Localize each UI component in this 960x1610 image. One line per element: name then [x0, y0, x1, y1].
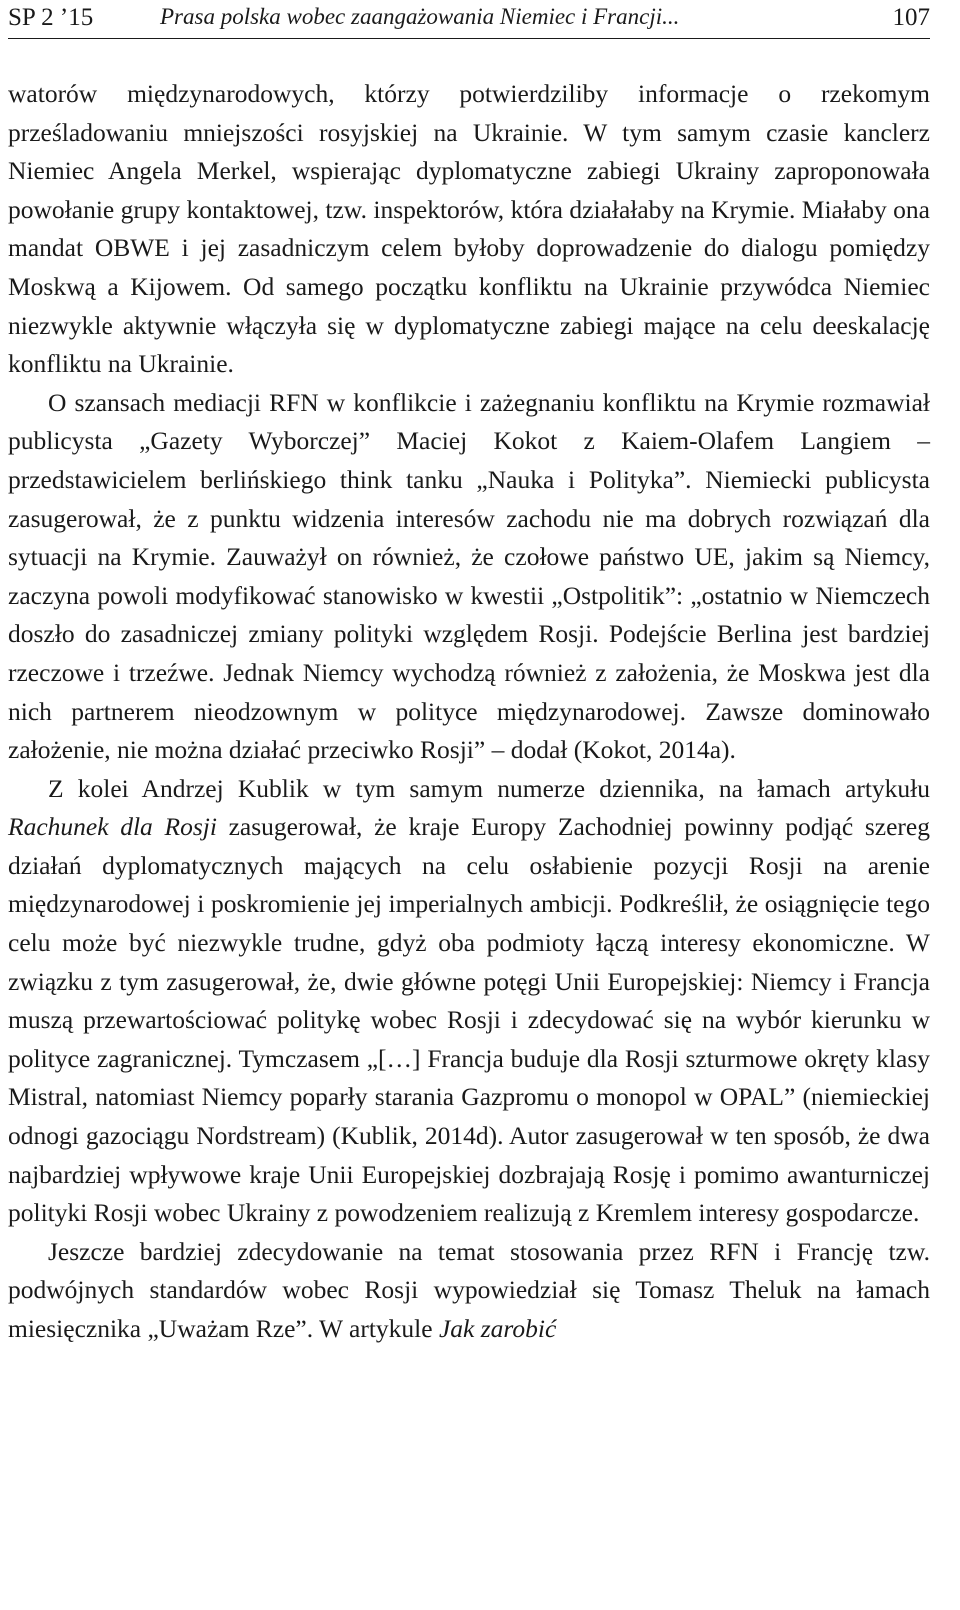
paragraph-text: Z kolei Andrzej Kublik w tym samym numerze dziennika, na łamach artykułu — [48, 773, 930, 803]
document-page — [8, 0, 930, 1349]
article-body — [8, 75, 930, 1349]
page-number: 107 — [892, 4, 930, 31]
running-header — [8, 0, 930, 39]
paragraph — [8, 770, 930, 1233]
paragraph-text: zasugerował, że kraje Europy Zachodniej powinny podjąć szereg działań dyplomatycznych mających na celu osłabienie pozycji Rosji na arenie międzynarodowej i poskromienie jej imperialnych ambicji. Podkreślił, że osiągnięcie tego celu może być niezwykle trudne, gdyż oba podmioty łączą interesy ekonomiczne. W związku z tym zasugerował, że, dwie główne potęgi Unii Europejskiej: Niemcy i Francja muszą przewartościować politykę wobec Rosji i zdecydować się na wybór kierunku w polityce zagranicznej. Tymczasem „[…] Francja buduje dla Rosji szturmowe okręty klasy Mistral, natomiast Niemcy poparły starania Gazpromu o monopol w OPAL” (niemieckiej odnogi gazociągu Nordstream) (Kublik, 2014d). Autor zasugerował w ten sposób, że dwa najbardziej wpływowe kraje Unii Europejskiej dozbrajają Rosję i pomimo awanturniczej polityki Rosji wobec Ukrainy z powodzeniem realizują z Kremlem interesy gospodarcze. — [8, 812, 930, 1228]
paragraph-text: Jeszcze bardziej zdecydowanie na temat stosowania przez RFN i Francję tzw. podwójnych standardów wobec Rosji wypowiedział się Tomasz Theluk na łamach miesięcznika „Uważam Rze”. W artykule — [8, 1236, 930, 1343]
running-title: Prasa polska wobec zaangażowania Niemiec i Francji... — [160, 4, 680, 29]
journal-issue: SP 2 ’15 — [8, 4, 94, 31]
article-title-italic: Rachunek dla Rosji — [8, 812, 217, 842]
paragraph-continued: watorów międzynarodowych, którzy potwierdziliby informacje o rzekomym prześladowaniu mniejszości rosyjskiej na Ukrainie. W tym samym czasie kanclerz Niemiec Angela Merkel, wspierając dyplomatyczne zabiegi Ukrainy zaproponowała powołanie grupy kontaktowej, tzw. inspektorów, która działałaby na Krymie. Miałaby ona mandat OBWE i jej zasadniczym celem byłoby doprowadzenie do dialogu pomiędzy Moskwą a Kijowem. Od samego początku konfliktu na Ukrainie przywódca Niemiec niezwykle aktywnie włączyła się w dyplomatyczne zabiegi mające na celu deeskalację konfliktu na Ukrainie. — [8, 79, 930, 379]
paragraph: O szansach mediacji RFN w konflikcie i zażegnaniu konfliktu na Krymie rozmawiał publicysta „Gazety Wyborczej” Maciej Kokot z Kaiem-Olafem Langiem – przedstawicielem berlińskiego think tanku „Nauka i Polityka”. Niemiecki publicysta zasugerował, że z punktu widzenia interesów zachodu nie ma dobrych rozwiązań dla sytuacji na Krymie. Zauważył on również, że czołowe państwo UE, jakim są Niemcy, zaczyna powoli modyfikować stanowisko w kwestii „Ostpolitik”: „ostatnio w Niemczech doszło do zasadniczej zmiany polityki względem Rosji. Podejście Berlina jest bardziej rzeczowe i trzeźwe. Jednak Niemcy wychodzą również z założenia, że Moskwa jest dla nich partnerem nieodzownym w polityce międzynarodowej. Zawsze dominowało założenie, nie można działać przeciwko Rosji” – dodał (Kokot, 2014a). — [8, 387, 930, 765]
article-title-italic: Jak zarobić — [438, 1314, 557, 1343]
paragraph — [8, 1233, 930, 1349]
